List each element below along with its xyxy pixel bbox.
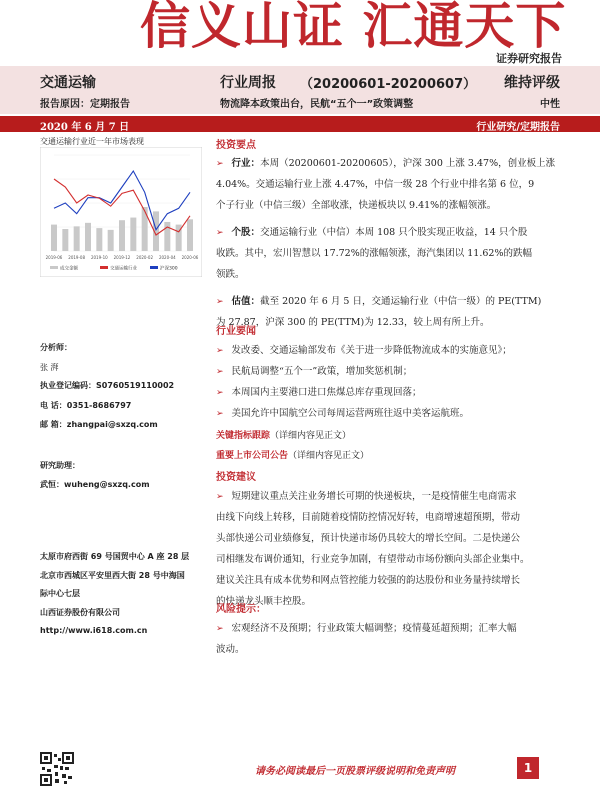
company-name: 山西证券股份有限公司 <box>40 608 120 617</box>
market-chart <box>40 147 202 277</box>
triangle-bullet-icon: ➢ <box>216 409 224 419</box>
point-valuation-line2: 为 27.87，沪深 300 的 PE(TTM)为 12.33，较上周有所上升。 <box>216 317 490 328</box>
section-risk: 风险提示： <box>216 604 266 615</box>
volume-bar <box>51 225 57 251</box>
x-tick-label: 2019-08 <box>68 255 86 260</box>
rating-title: 维持评级 <box>504 75 560 91</box>
volume-bar <box>119 220 125 251</box>
news-item: ➢ 发改委、交通运输部发布《关于进一步降低物流成本的实施意见》； <box>216 345 512 356</box>
triangle-bullet-icon: ➢ <box>216 624 224 634</box>
point-industry-line1: ➢ 行业：本周（20200601-20200605），沪深 300 上涨 3.47%，创业板上涨 <box>216 158 556 169</box>
report-header <box>0 66 600 114</box>
volume-bar <box>164 222 170 251</box>
key-tracking-title: 关键指标跟踪 <box>216 431 271 441</box>
qr-code-icon <box>40 752 74 786</box>
advice-line: 头部快递公司业绩修复，预计快递市场仍具较大的增长空间。二是快递公 <box>216 533 521 544</box>
point-valuation-line1: ➢ 估值：截至 2020 年 6 月 5 日，交通运输行业（中信一级）的 PE(TTM) <box>216 296 542 307</box>
advice-line: 建议关注具有成本优势和网点管控能力较强的韵达股份和业务量持续增长 <box>216 575 521 586</box>
x-tick-label: 2020-02 <box>136 255 154 260</box>
banner-slogan: 信义山证 汇通天下 <box>140 0 567 55</box>
sector: 交通运输 <box>40 75 96 91</box>
invest-points <box>216 153 570 333</box>
risk-line: 波动。 <box>216 644 245 655</box>
report-category: 行业研究/定期报告 <box>476 122 560 133</box>
legend-swatch <box>50 266 58 269</box>
report-subtitle: 物流降本政策出台，民航“五个一”政策调整 <box>220 99 414 110</box>
analyst-phone: 电 话：0351-8686797 <box>40 401 132 410</box>
advice-line: 的快递龙头顺丰控股。 <box>216 596 312 607</box>
point-industry-line2: 4.04%。交通运输行业上涨 4.47%，中信一级 28 个行业中排名第 6 位，9 <box>216 179 535 190</box>
point-industry-line3: 个子行业（中信三级）全部收涨，快递板块以 9.41%的涨幅领涨。 <box>216 200 497 211</box>
analyst-cert: 执业登记编码：S0760519110002 <box>40 381 175 390</box>
x-tick-label: 2020-04 <box>158 255 176 260</box>
volume-bar <box>74 226 80 251</box>
doc-kind: 证券研究报告 <box>496 52 562 65</box>
address-line1: 太原市府西街 69 号国贸中心 A 座 28 层 <box>40 552 190 561</box>
news-item: ➢ 本周国内主要港口进口焦煤总库存重现回落； <box>216 387 422 398</box>
industry-news <box>216 340 570 424</box>
company-notice-note: （详细内容见正文） <box>288 451 370 461</box>
triangle-bullet-icon: ➢ <box>216 346 224 356</box>
report-reason: 报告原因：定期报告 <box>40 99 130 110</box>
date-bar <box>0 116 600 132</box>
advice-line: 由线下向线上转移，目前随着疫情防控情况好转，电商增速超预期，带动 <box>216 512 521 523</box>
report-date: 2020 年 6 月 7 日 <box>40 122 130 133</box>
triangle-bullet-icon: ➢ <box>216 388 224 398</box>
triangle-bullet-icon: ➢ <box>216 492 224 502</box>
section-industry-news: 行业要闻 <box>216 326 256 337</box>
volume-bar <box>142 207 148 251</box>
x-tick-label: 2019-06 <box>45 255 63 260</box>
news-item: ➢ 美国允许中国航空公司每周运营两班往返中美客运航班。 <box>216 408 470 419</box>
company-notice <box>216 448 369 461</box>
invest-advice <box>216 486 570 612</box>
key-tracking-note: （详细内容见正文） <box>270 431 352 441</box>
triangle-bullet-icon: ➢ <box>216 297 224 307</box>
risk-warning <box>216 618 570 660</box>
news-item: ➢ 民航局调整“五个一”政策，增加奖惩机制； <box>216 366 413 377</box>
date-range: （20200601-20200607） <box>300 77 477 92</box>
company-notice-title: 重要上市公司公告 <box>216 451 289 461</box>
volume-bar <box>85 223 91 251</box>
legend-swatch <box>100 266 108 269</box>
volume-bar <box>96 228 102 251</box>
legend-swatch <box>150 266 158 269</box>
legend-label: 交通运输行业 <box>110 266 137 272</box>
report-type: 行业周报 <box>220 75 276 91</box>
volume-bar <box>187 219 193 251</box>
risk-line: ➢ 宏观经济不及预期；行业政策大幅调整；疫情蔓延超预期；汇率大幅 <box>216 623 517 634</box>
page-number: 1 <box>517 757 539 779</box>
rating: 中性 <box>540 99 560 110</box>
triangle-bullet-icon: ➢ <box>216 367 224 377</box>
company-website[interactable]: http://www.i618.com.cn <box>40 626 148 635</box>
section-invest-points: 投资要点 <box>216 140 256 151</box>
volume-bar <box>62 229 68 251</box>
point-stock-line2: 收跌。其中，宏川智慧以 17.72%的涨幅领涨，海汽集团以 11.62%的跌幅 <box>216 248 532 259</box>
volume-bar <box>108 230 114 251</box>
x-tick-label: 2020-06 <box>181 255 199 260</box>
address-line2: 北京市西城区平安里西大街 28 号中海国 <box>40 571 185 580</box>
point-stock-line3: 领跌。 <box>216 269 245 280</box>
legend-label: 沪深300 <box>160 266 178 272</box>
point-stock-line1: ➢ 个股：交通运输行业（中信）本周 108 只个股实现正收益，14 只个股 <box>216 227 528 238</box>
x-tick-label: 2019-10 <box>90 255 108 260</box>
triangle-bullet-icon: ➢ <box>216 159 224 169</box>
banner <box>0 0 600 70</box>
advice-line: ➢ 短期建议重点关注业务增长可期的快递板块，一是疫情催生电商需求 <box>216 491 517 502</box>
legend-label: 成交金额 <box>60 266 78 272</box>
triangle-bullet-icon: ➢ <box>216 228 224 238</box>
advice-line: 司相继发布调价通知，行业竞争加剧，有望带动市场份额向头部企业集中。 <box>216 554 530 565</box>
address-line3: 际中心七层 <box>40 589 80 598</box>
disclaimer-note: 请务必阅读最后一页股票评级说明和免责声明 <box>255 766 455 777</box>
analyst-name: 张 湃 <box>40 363 59 372</box>
assistant-contact[interactable]: 武恒：wuheng@sxzq.com <box>40 480 150 489</box>
key-tracking <box>216 428 351 441</box>
chart-title: 交通运输行业近一年市场表现 <box>40 137 144 146</box>
x-tick-label: 2019-12 <box>113 255 131 260</box>
analyst-label: 分析师： <box>40 343 72 352</box>
volume-bar <box>130 218 136 251</box>
section-invest-advice: 投资建议 <box>216 472 256 483</box>
analyst-email[interactable]: 邮 箱：zhangpai@sxzq.com <box>40 420 158 429</box>
assistant-label: 研究助理： <box>40 461 80 470</box>
